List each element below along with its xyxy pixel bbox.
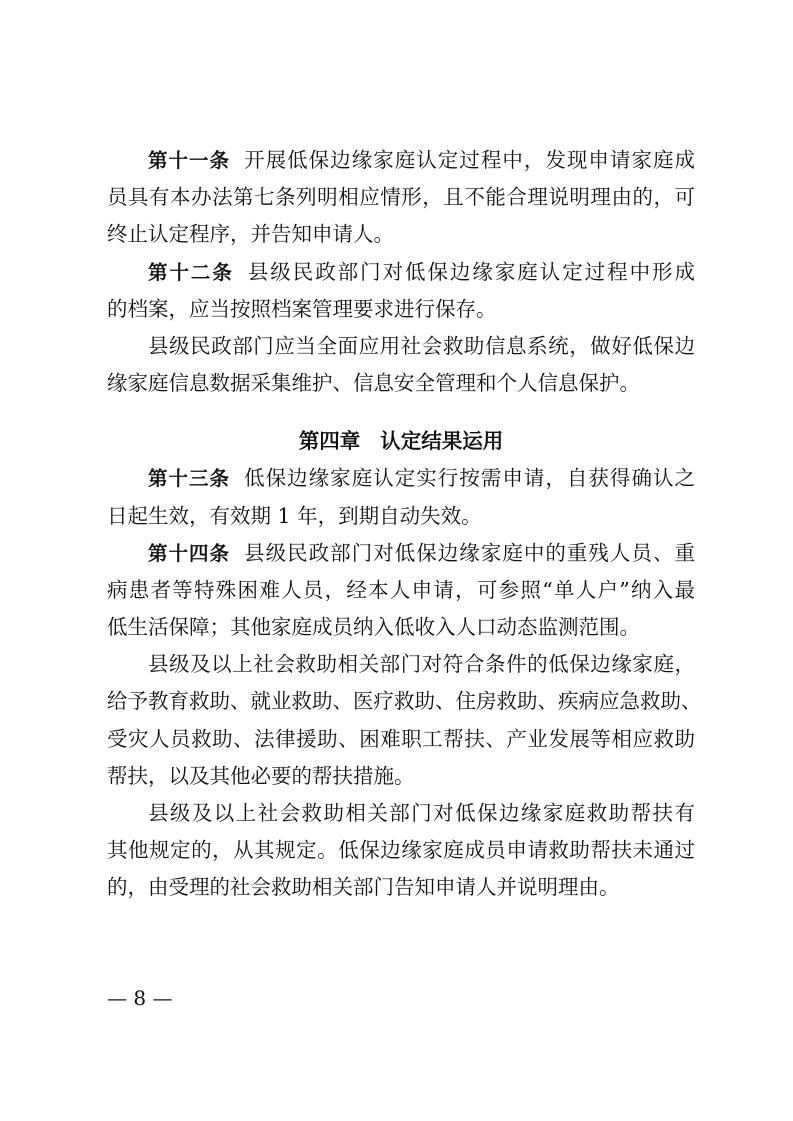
article-14-line-3: 低生活保障；其他家庭成员纳入低收入人口动态监测范围。 [107,615,640,640]
document-body [107,142,702,907]
article-14-line-1 [107,535,695,572]
article-14-text-1: 县级民政部门对低保边缘家庭中的重残人员、重 [244,540,695,565]
article-14-para2-line-4: 帮扶，以及其他必要的帮扶措施。 [107,763,415,788]
chapter-number: 第四章 [298,429,361,454]
article-14-para3-line-3: 的，由受理的社会救助相关部门告知申请人并说明理由。 [107,875,620,900]
article-11-text-1: 开展低保边缘家庭认定过程中，发现申请家庭成 [244,148,695,172]
article-11-line-2: 员具有本办法第七条列明相应情形，且不能合理说明理由的，可 [107,185,695,210]
article-11-heading: 第十一条 [148,149,231,172]
article-14-heading: 第十四条 [148,541,231,565]
article-12-heading: 第十二条 [148,260,234,284]
article-14-para2-line-3: 受灾人员救助、法律援助、困难职工帮扶、产业发展等相应救助 [107,726,695,751]
article-14-line-2: 病患者等特殊困难人员，经本人申请，可参照“单人户”纳入最 [107,577,695,602]
article-12-text-1: 县级民政部门对低保边缘家庭认定过程中形成 [247,259,695,284]
chapter-heading [107,422,695,460]
chapter-title: 认定结果运用 [380,429,504,454]
article-11-line-3: 终止认定程序，并告知申请人。 [107,222,394,247]
article-13-line-2: 日起生效，有效期 1 年，到期自动失效。 [107,503,482,528]
article-14-para2-line-1: 县级及以上社会救助相关部门对符合条件的低保边缘家庭， [148,652,695,677]
article-13-line-1 [107,460,695,497]
article-13-text-1: 低保边缘家庭认定实行按需申请，自获得确认之 [244,466,695,491]
article-12-para2-line-2: 缘家庭信息数据采集维护、信息安全管理和个人信息保护。 [107,371,640,396]
article-14-para2-line-2: 给予教育救助、就业救助、医疗救助、住房救助、疾病应急救助、 [107,689,702,714]
article-13-heading: 第十三条 [148,467,231,491]
article-12-line-1 [107,254,695,291]
article-12-para2-line-1: 县级民政部门应当全面应用社会救助信息系统，做好低保边 [148,333,695,358]
article-14-para3-line-1: 县级及以上社会救助相关部门对低保边缘家庭救助帮扶有 [148,801,695,825]
page-number: — 8 — [107,986,173,1010]
article-12-line-2: 的档案，应当按照档案管理要求进行保存。 [107,296,497,321]
article-14-para3-line-2: 其他规定的，从其规定。低保边缘家庭成员申请救助帮扶未通过 [107,838,695,863]
article-11-line-1 [107,142,695,179]
